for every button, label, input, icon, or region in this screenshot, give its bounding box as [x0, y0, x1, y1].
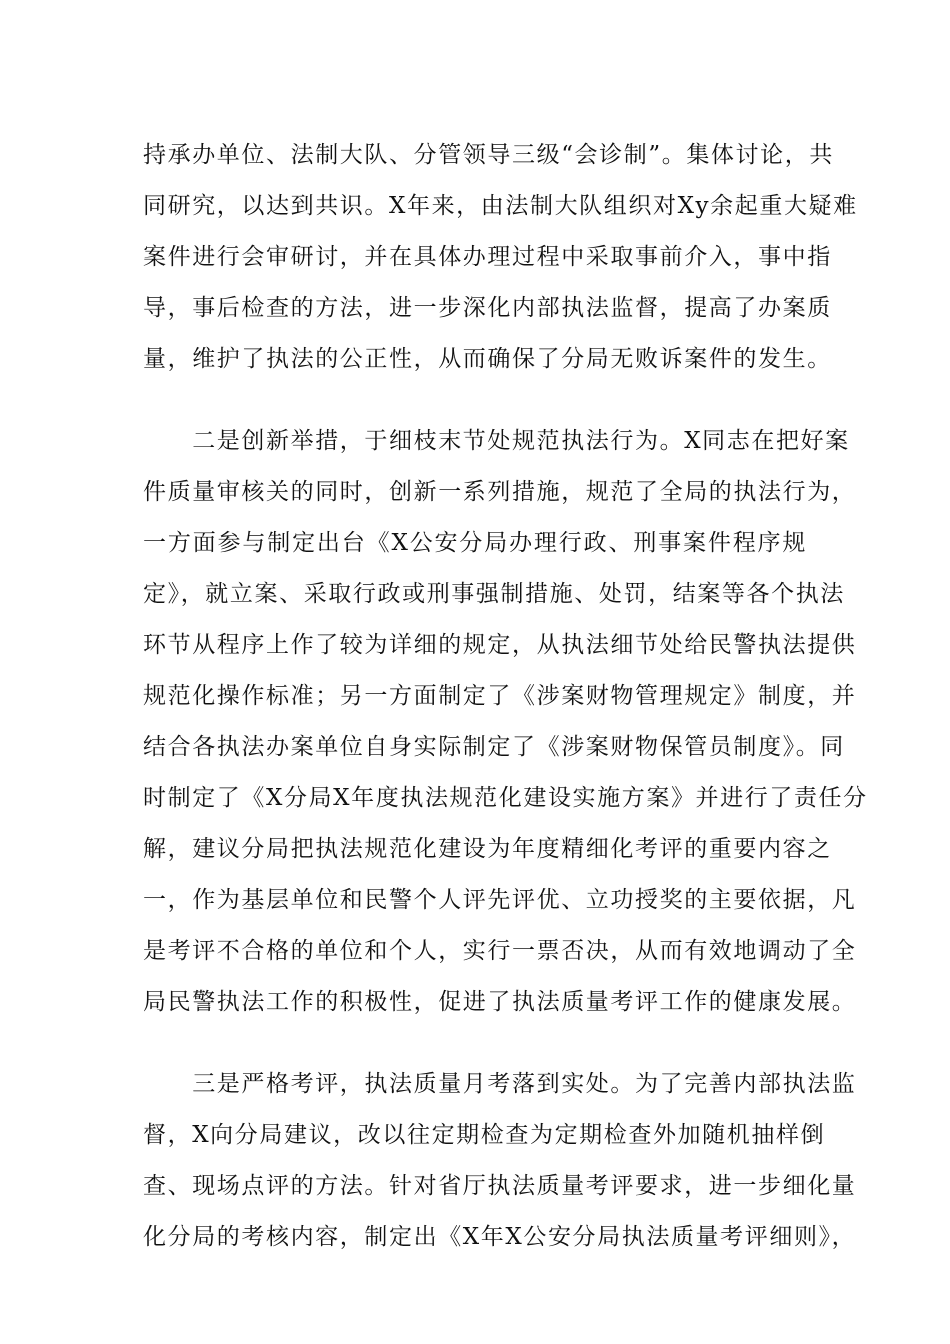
- text-line: 三是严格考评，执法质量月考落到实处。为了完善内部执法监: [143, 1071, 857, 1097]
- text-line: 案件进行会审研讨，并在具体办理过程中采取事前介入，事中指: [143, 244, 832, 270]
- paragraph-gap: [143, 385, 807, 416]
- text-line: 一方面参与制定出台《X公安分局办理行政、刑事案件程序规: [143, 530, 807, 556]
- text-line: 一，作为基层单位和民警个人评先评优、立功授奖的主要依据，凡: [143, 887, 857, 913]
- text-line: 同研究，以达到共识。X年来，由法制大队组织对Xy余起重大疑难: [143, 193, 858, 219]
- text-line: 导，事后检查的方法，进一步深化内部执法监督，提高了办案质: [143, 295, 832, 321]
- text-line: 量，维护了执法的公正性，从而确保了分局无败诉案件的发生。: [143, 346, 832, 372]
- text-line: 局民警执法工作的积极性，促进了执法质量考评工作的健康发展。: [143, 989, 857, 1015]
- paragraph-2: [143, 416, 868, 1028]
- text-line: 是考评不合格的单位和个人，实行一票否决，从而有效地调动了全: [143, 938, 857, 964]
- paragraph-gap: [143, 1028, 807, 1059]
- document-page: [143, 130, 868, 1263]
- paragraph-1: [143, 130, 858, 385]
- text-line: 环节从程序上作了较为详细的规定，从执法细节处给民警执法提供: [143, 632, 857, 658]
- text-line: 时制定了《X分局X年度执法规范化建设实施方案》并进行了责任分: [143, 785, 868, 811]
- paragraph-3: [143, 1059, 857, 1263]
- text-line: 定》，就立案、采取行政或刑事强制措施、处罚，结案等各个执法: [143, 581, 845, 607]
- text-line: 解，建议分局把执法规范化建设为年度精细化考评的重要内容之: [143, 836, 832, 862]
- text-line: 结合各执法办案单位自身实际制定了《涉案财物保管员制度》。同: [143, 734, 845, 760]
- text-line: 件质量审核关的同时，创新一系列措施，规范了全局的执法行为，: [143, 479, 857, 505]
- text-line: 二是创新举措，于细枝末节处规范执法行为。X同志在把好案: [143, 428, 850, 454]
- text-line: 查、现场点评的方法。针对省厅执法质量考评要求，进一步细化量: [143, 1173, 857, 1199]
- text-line: 化分局的考核内容，制定出《X年X公安分局执法质量考评细则》，: [143, 1224, 857, 1250]
- text-line: 持承办单位、法制大队、分管领导三级“会诊制”。集体讨论，共: [143, 142, 834, 168]
- text-line: 督，X向分局建议，改以往定期检查为定期检查外加随机抽样倒: [143, 1122, 826, 1148]
- text-line: 规范化操作标准；另一方面制定了《涉案财物管理规定》制度，并: [143, 683, 857, 709]
